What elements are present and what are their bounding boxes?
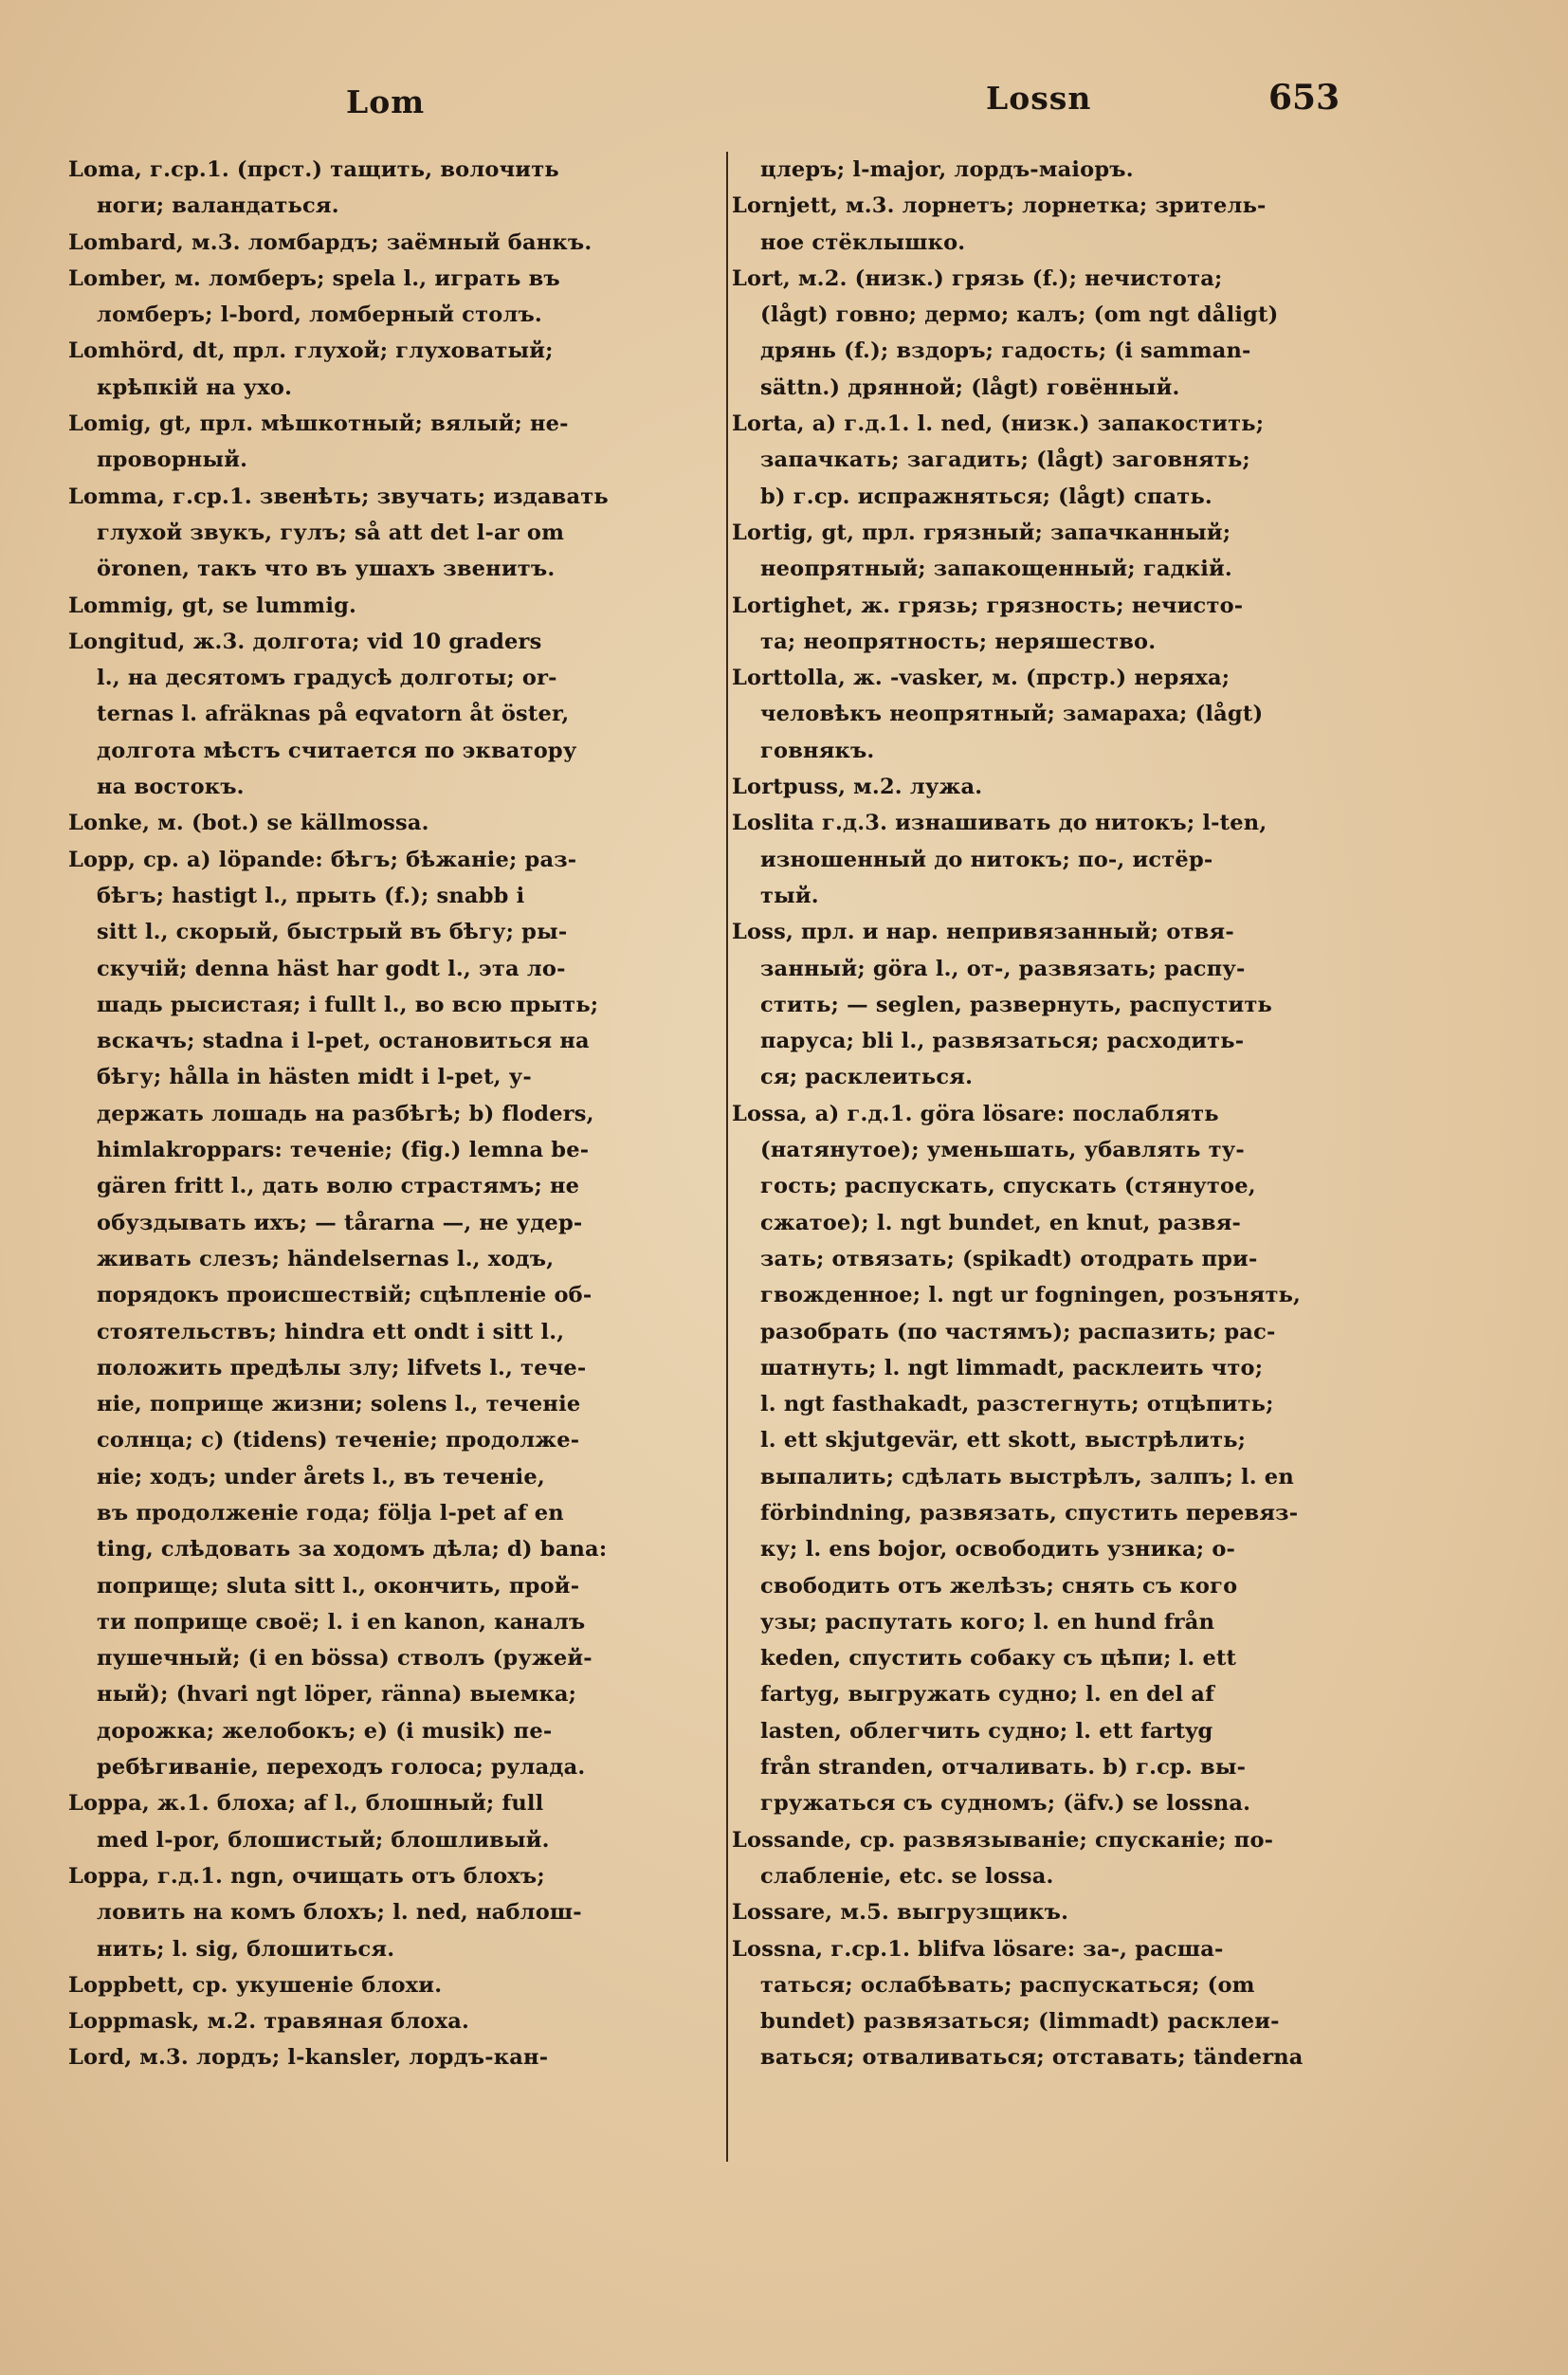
text-line: himlakroppars: теченіе; (fig.) lemna be- [97,1138,590,1163]
text-line: цлеръ; l-major, лордъ-маіоръ. [760,157,1134,182]
text-line: гружаться съ судномъ; (äfv.) se lossna. [760,1791,1251,1817]
text-line: обуздывать ихъ; — tårarna —, не удер- [97,1210,583,1235]
text-line: паруса; bli l., развязаться; расходить- [760,1029,1245,1054]
text-line: стоятельствъ; hindra ett ondt i sitt l., [97,1319,565,1344]
text-line: (натянутое); уменьшать, убавлять ту- [760,1138,1245,1163]
page-header [0,74,1568,131]
text-line: сжатое); l. ngt bundet, en knut, развя- [760,1210,1242,1235]
text-line: Lombard, м.3. ломбардъ; заёмный банкъ. [68,229,593,255]
text-line: Loppa, ж.1. блоха; af l., блошный; full [68,1791,544,1817]
text-line: вскачъ; stadna i l-pet, остановиться на [97,1029,590,1054]
text-line: проворный. [97,448,248,473]
text-line: öronen, такъ что въ ушахъ звенитъ. [97,557,556,582]
text-line: шадь рысистая; i fullt l., во всю прыть; [97,992,599,1017]
text-line: Loppmask, м.2. травяная блоха. [68,2009,470,2035]
text-line: Lossande, ср. развязываніе; спусканіе; по- [732,1827,1274,1853]
text-line: fartyg, выгружать судно; l. en del af [760,1682,1214,1708]
text-line: Lossa, a) г.д.1. göra lösare: послаблять [732,1101,1219,1126]
column-divider [726,152,728,2162]
text-line: från stranden, отчаливать. b) г.ср. вы- [760,1755,1247,1781]
text-line: скучій; denna häst har godt l., эта ло- [97,956,566,981]
text-line: Lomig, gt, прл. мѣшкотный; вялый; не- [68,411,569,437]
text-line: Loma, г.ср.1. (прст.) тащить, волочить [68,157,559,182]
text-line: ваться; отваливаться; отставать; tänderna [760,2045,1304,2071]
text-line: узы; распутать кого; l. en hund från [760,1609,1215,1635]
page-number: 653 [1268,78,1340,118]
text-line: Lonke, м. (bot.) se källmossa. [68,811,429,836]
text-line: тый. [760,883,819,908]
text-line: гость; распускать, спускать (стянутое, [760,1174,1256,1199]
text-line: lasten, облегчить судно; l. ett fartyg [760,1718,1213,1744]
text-line: ловить на комъ блохъ; l. ned, наблош- [97,1900,582,1926]
text-line: ноги; валандаться. [97,193,339,219]
text-line: med l-por, блошистый; блошливый. [97,1827,550,1853]
text-line: Lommig, gt, se lummig. [68,593,357,618]
text-line: ребѣгиваніе, переходъ голоса; рулада. [97,1755,586,1781]
text-line: Lomber, м. ломберъ; spela l., играть въ [68,265,560,291]
text-line: глухой звукъ, гулъ; så att det l-ar om [97,520,565,545]
text-line: Loppa, г.д.1. ngn, очищать отъ блохъ; [68,1863,545,1889]
left-column [68,152,720,2076]
text-line: поприще; sluta sitt l., окончить, прой- [97,1573,580,1599]
text-line: порядокъ происшествій; сцѣпленіе об- [97,1283,593,1308]
text-line: Lomma, г.ср.1. звенѣть; звучать; издавать [68,484,609,509]
text-line: стить; — seglen, развернуть, распустить [760,992,1272,1017]
text-line: занный; göra l., от-, развязать; распу- [760,956,1246,981]
text-line: Loss, прл. и нар. непривязанный; отвя- [732,920,1234,945]
text-line: дорожка; желобокъ; e) (i musik) пе- [97,1718,553,1744]
text-line: Loslita г.д.3. изнашивать до нитокъ; l-ten, [732,811,1267,836]
text-line: ное стёклышко. [760,229,966,255]
text-line: Lortig, gt, прл. грязный; запачканный; [732,520,1231,545]
text-line: ting, слѣдовать за ходомъ дѣла; d) bana: [97,1537,608,1562]
text-line: въ продолженіе года; följa l-pet af en [97,1500,564,1525]
right-running-head: Lossn [986,80,1092,117]
text-line: bundet) развязаться; (limmadt) расклеи- [760,2009,1280,2035]
text-line: Lortighet, ж. грязь; грязность; нечисто- [732,593,1244,618]
text-line: нить; l. sig, блошиться. [97,1936,395,1962]
text-line: пушечный; (i en bössa) стволъ (ружей- [97,1646,593,1672]
text-line: Lort, м.2. (низк.) грязь (f.); нечистота; [732,265,1223,291]
text-line: крѣпкій на ухо. [97,375,293,400]
text-line: дрянь (f.); вздоръ; гадость; (i samman- [760,338,1251,364]
text-line: ся; расклеиться. [760,1065,974,1090]
text-line: l. ett skjutgevär, ett skott, выстрѣлить; [760,1428,1247,1453]
text-line: Lopp, ср. a) löpande: бѣгъ; бѣжаніе; раз- [68,847,577,872]
text-line: говнякъ. [760,738,875,763]
text-line: держать лошадь на разбѣгѣ; b) floders, [97,1101,594,1126]
text-line: бѣгу; hålla in hästen midt i l-pet, у- [97,1065,532,1090]
text-line: ніе, поприще жизни; solens l., теченіе [97,1392,581,1417]
text-line: keden, спустить собаку съ цѣпи; l. ett [760,1646,1237,1672]
text-line: Lord, м.3. лордъ; l-kansler, лордъ-кан- [68,2045,549,2071]
text-line: Lorta, a) г.д.1. l. ned, (низк.) запакостить; [732,411,1265,437]
text-line: ternas l. afräknas på eqvatorn åt öster, [97,702,570,727]
text-line: sättn.) дрянной; (lågt) говённый. [760,375,1180,400]
right-column [732,152,1395,2076]
text-line: ти поприще своё; l. i en kanon, каналъ [97,1609,586,1635]
text-line: бѣгъ; hastigt l., прыть (f.); snabb i [97,883,525,908]
text-line: Lossare, м.5. выгрузщикъ. [732,1900,1069,1926]
text-line: зать; отвязать; (spikadt) отодрать при- [760,1246,1258,1271]
text-line: Lorttolla, ж. -vasker, м. (прстр.) неряха; [732,666,1231,691]
text-line: на востокъ. [97,775,245,800]
text-line: таться; ослабѣвать; распускаться; (om [760,1972,1255,1998]
text-line: шатнуть; l. ngt limmadt, расклеить что; [760,1355,1264,1380]
text-line: b) г.ср. испражняться; (lågt) спать. [760,484,1212,509]
text-line: солнца; c) (tidens) теченіе; продолже- [97,1428,580,1453]
text-line: l. ngt fasthakadt, разстегнуть; отцѣпить; [760,1392,1274,1417]
text-line: förbindning, развязать, спустить перевяз- [760,1500,1299,1525]
text-line: Lomhörd, dt, прл. глухой; глуховатый; [68,338,554,364]
text-line: гвожденное; l. ngt ur fogningen, розънять, [760,1283,1302,1308]
text-line: Loppbett, ср. укушеніе блохи. [68,1972,443,1998]
text-line: человѣкъ неопрятный; замараха; (lågt) [760,702,1264,727]
text-line: ку; l. ens bojor, освободить узника; о- [760,1537,1236,1562]
text-line: sitt l., скорый, быстрый въ бѣгу; ры- [97,920,568,945]
text-line: свободить отъ желѣзъ; снять съ кого [760,1573,1238,1599]
text-line: та; неопрятность; неряшество. [760,629,1157,654]
text-line: (lågt) говно; дермо; калъ; (om ngt dåligt) [760,302,1279,328]
text-line: разобрать (по частямъ); распазить; рас- [760,1319,1276,1344]
text-line: Lossna, г.ср.1. blifva lösare: за-, расша- [732,1936,1224,1962]
text-line: изношенный до нитокъ; по-, истёр- [760,847,1213,872]
text-line: неопрятный; запакощенный; гадкій. [760,557,1232,582]
text-line: l., на десятомъ градусѣ долготы; or- [97,666,557,691]
left-running-head: Lom [346,83,426,120]
text-line: Lortpuss, м.2. лужа. [732,775,983,800]
text-line: Lornjett, м.3. лорнетъ; лорнетка; зритель- [732,193,1267,219]
text-line: выпалить; сдѣлать выстрѣлъ, залпъ; l. en [760,1464,1294,1489]
text-line: слабленіе, etc. se lossa. [760,1863,1054,1889]
text-line: ный); (hvari ngt löper, ränna) выемка; [97,1682,577,1708]
text-line: Longitud, ж.3. долгота; vid 10 graders [68,629,542,654]
text-line: положить предѣлы злу; lifvets l., тече- [97,1355,587,1380]
text-line: gären fritt l., дать волю страстямъ; не [97,1174,580,1199]
text-line: запачкать; загадить; (lågt) заговнять; [760,448,1250,473]
text-line: живать слезъ; händelsernas l., ходъ, [97,1246,555,1271]
text-line: ніе; ходъ; under årets l., въ теченіе, [97,1464,545,1489]
text-line: долгота мѣстъ считается по экватору [97,738,577,763]
text-line: ломберъ; l-bord, ломберный столъ. [97,302,542,328]
